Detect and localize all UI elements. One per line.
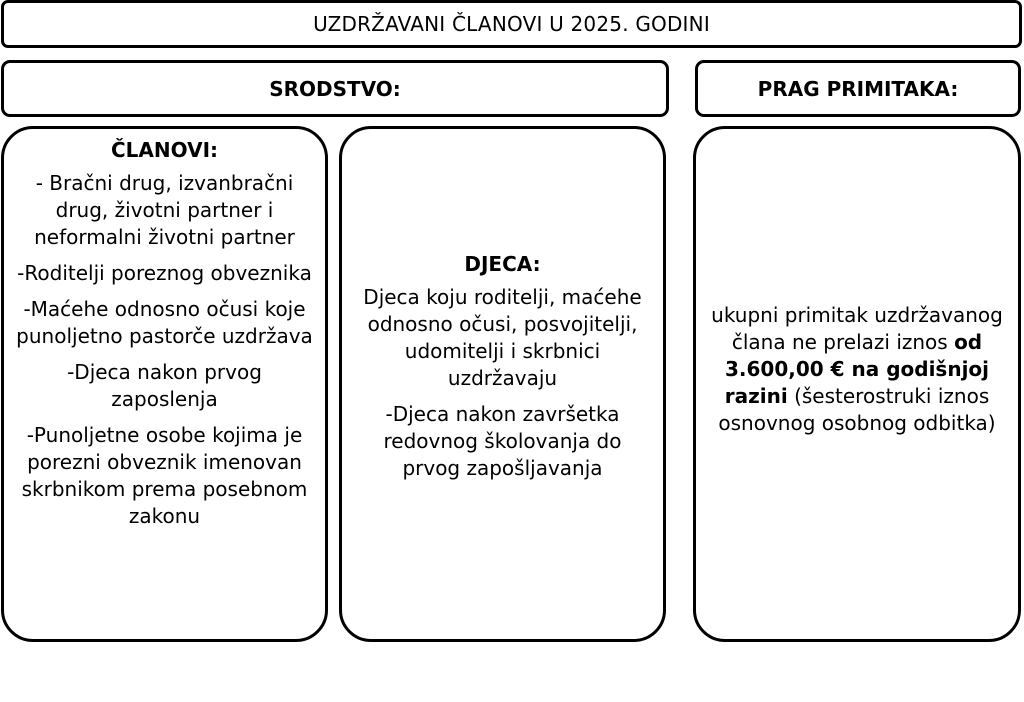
prag-text-after: (šesterostruki iznos osnovnog osobnog odbitka) bbox=[718, 383, 996, 435]
prag-primitaka-header bbox=[695, 60, 1021, 117]
clanovi-item-stepparents: -Maćehe odnosno očusi koje punoljetno pastorče uzdržava bbox=[16, 297, 313, 348]
page-title-text: UZDRŽAVANI ČLANOVI U 2025. GODINI bbox=[313, 12, 710, 36]
clanovi-item-children-after-employment: -Djeca nakon prvog zaposlenja bbox=[67, 360, 262, 411]
clanovi-item-spouse: - Bračni drug, izvanbračni drug, životni partner i neformalni životni partner bbox=[34, 171, 295, 249]
clanovi-panel bbox=[1, 126, 328, 642]
djeca-item-after-school: -Djeca nakon završetka redovnog školovanja do prvog zapošljavanja bbox=[383, 402, 622, 480]
clanovi-item-wards: -Punoljetne osobe kojima je porezni obveznik imenovan skrbnikom prema posebnom zakonu bbox=[21, 423, 308, 528]
djeca-heading: DJECA: bbox=[464, 252, 541, 276]
prag-primitaka-panel bbox=[693, 126, 1021, 642]
srodstvo-header bbox=[1, 60, 669, 117]
clanovi-heading: ČLANOVI: bbox=[110, 138, 219, 162]
djeca-panel bbox=[339, 126, 666, 642]
clanovi-item-parents: -Roditelji poreznog obveznika bbox=[17, 261, 312, 285]
prag-amount-bold: od 3.600,00 € na godišnjoj razini bbox=[724, 329, 990, 408]
prag-primitaka-text bbox=[708, 302, 1006, 437]
srodstvo-header-label: SRODSTVO: bbox=[269, 76, 401, 101]
prag-primitaka-header-label: PRAG PRIMITAKA: bbox=[757, 76, 959, 101]
prag-text-before: ukupni primitak uzdržavanog člana ne prelazi iznos bbox=[711, 302, 1003, 354]
page-title bbox=[1, 0, 1022, 48]
djeca-item-supported: Djeca koju roditelji, maćehe odnosno očusi, posvojitelji, udomitelji i skrbnici uzdržavaju bbox=[363, 285, 642, 390]
